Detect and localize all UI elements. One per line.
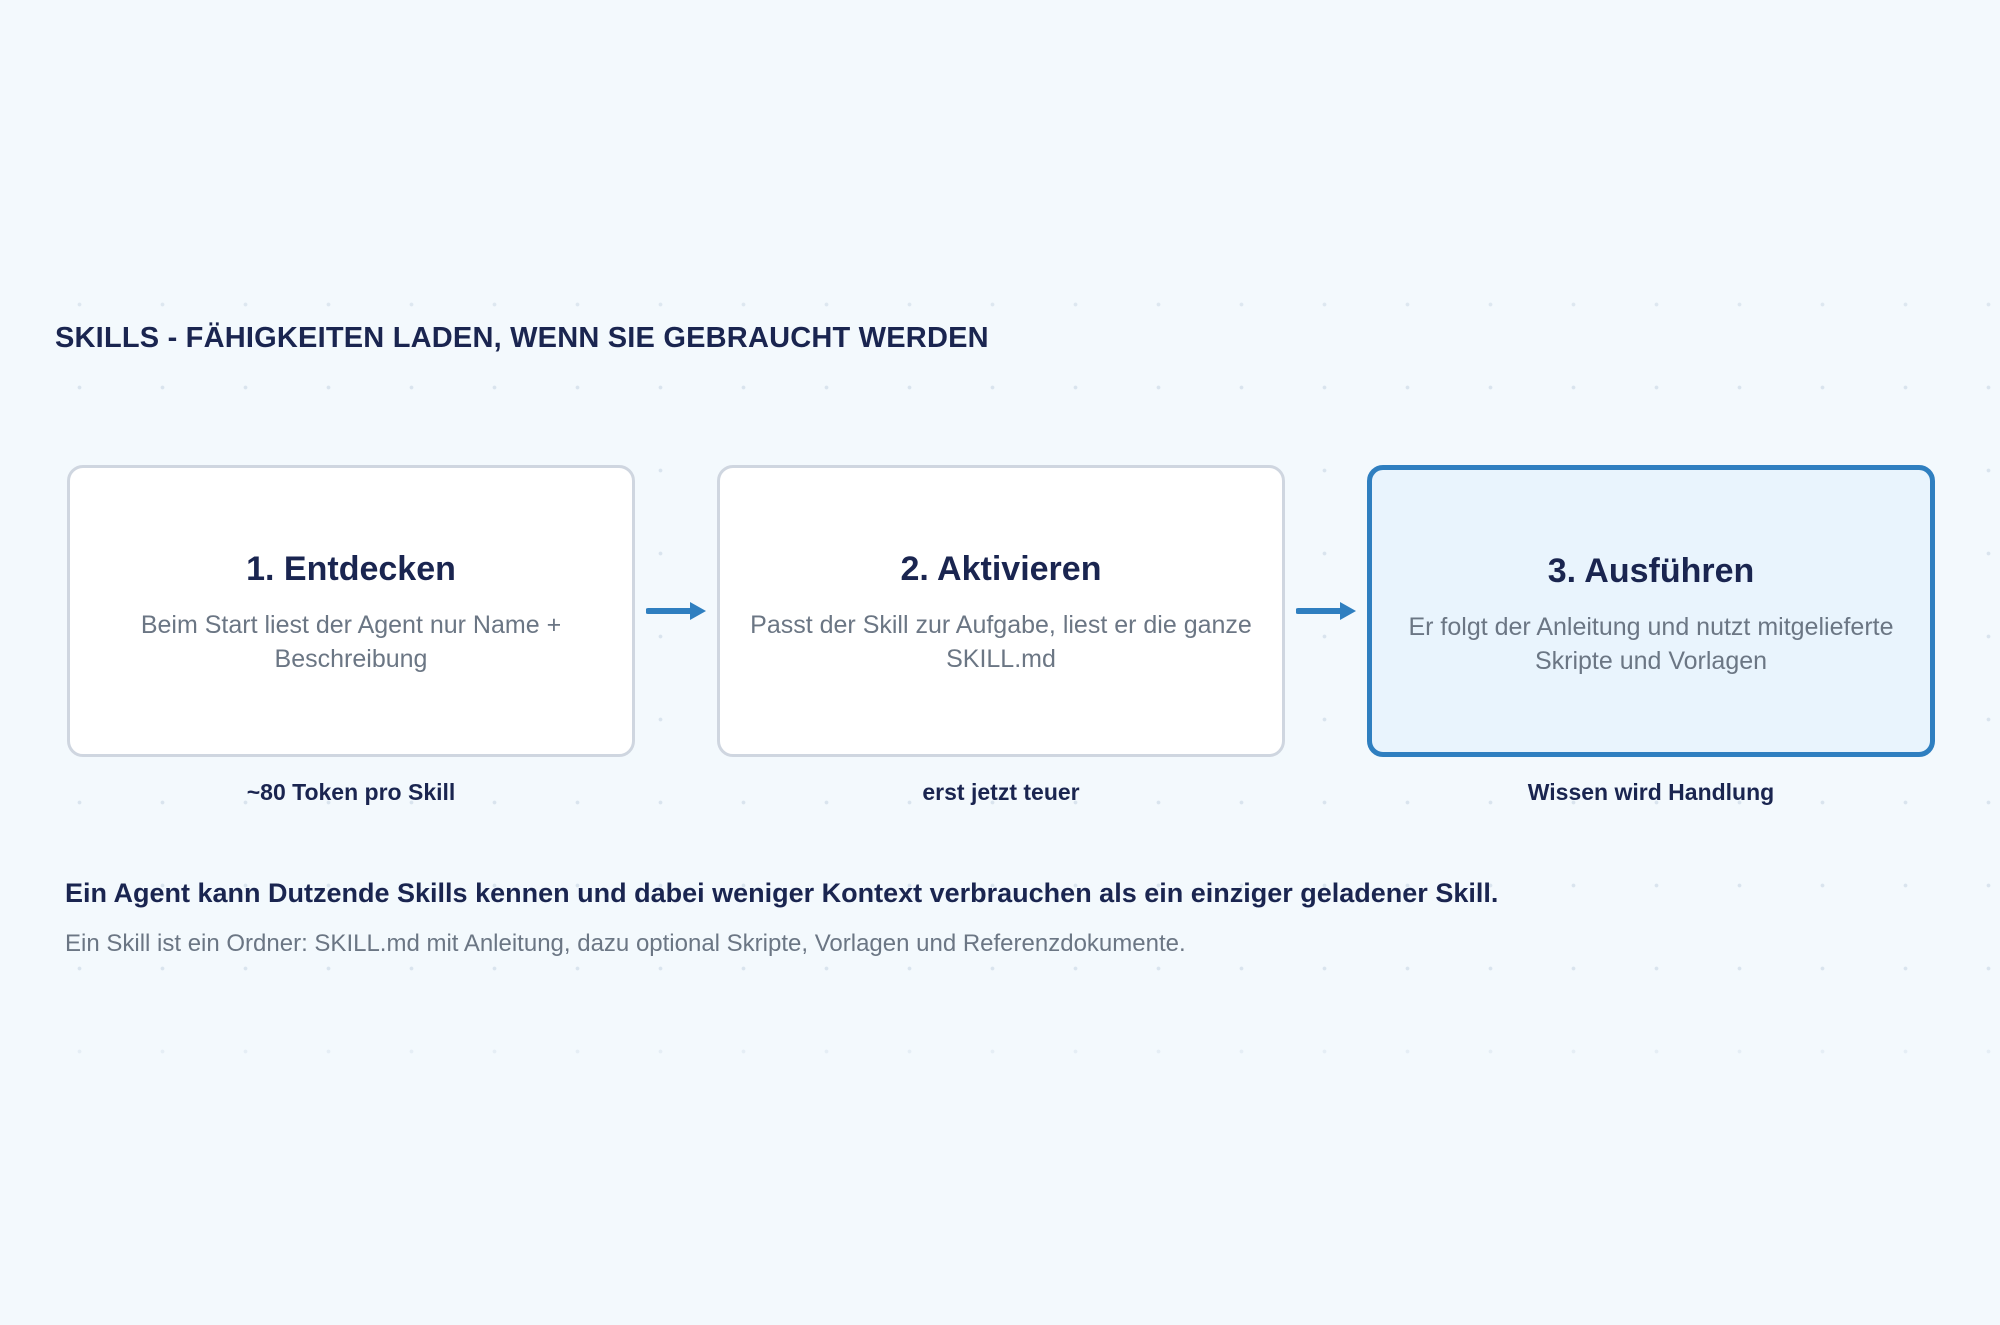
step-description: Beim Start liest der Agent nur Name + Beschreibung [140, 611, 562, 673]
step-title: 1. Entdecken [246, 550, 456, 588]
arrow-right-icon [1296, 596, 1358, 626]
summary-subline: Ein Skill ist ein Ordner: SKILL.md mit Anleitung, dazu optional Skripte, Vorlagen und Referenzdokumente. [65, 930, 1186, 957]
background-fade-bottom [0, 980, 2000, 1325]
step-title: 3. Ausführen [1547, 552, 1755, 590]
step-title: 2. Aktivieren [900, 550, 1102, 588]
step-description: Er folgt der Anleitung und nutzt mitgelieferte Skripte und Vorlagen [1408, 613, 1894, 675]
background-fade-top [0, 0, 2000, 320]
arrow-right-icon [646, 596, 708, 626]
diagram-title: SKILLS - FÄHIGKEITEN LADEN, WENN SIE GEBRAUCHT WERDEN [55, 322, 989, 354]
step-card-execute [1367, 465, 1935, 757]
summary-headline: Ein Agent kann Dutzende Skills kennen und dabei weniger Kontext verbrauchen als ein einziger geladener Skill. [65, 878, 1499, 908]
step-caption: ~80 Token pro Skill [246, 779, 456, 805]
step-description: Passt der Skill zur Aufgabe, liest er die ganze SKILL.md [750, 611, 1252, 673]
step-card-discover [67, 465, 635, 757]
step-card-activate [717, 465, 1285, 757]
step-caption: erst jetzt teuer [922, 779, 1080, 805]
step-caption: Wissen wird Handlung [1527, 779, 1775, 805]
